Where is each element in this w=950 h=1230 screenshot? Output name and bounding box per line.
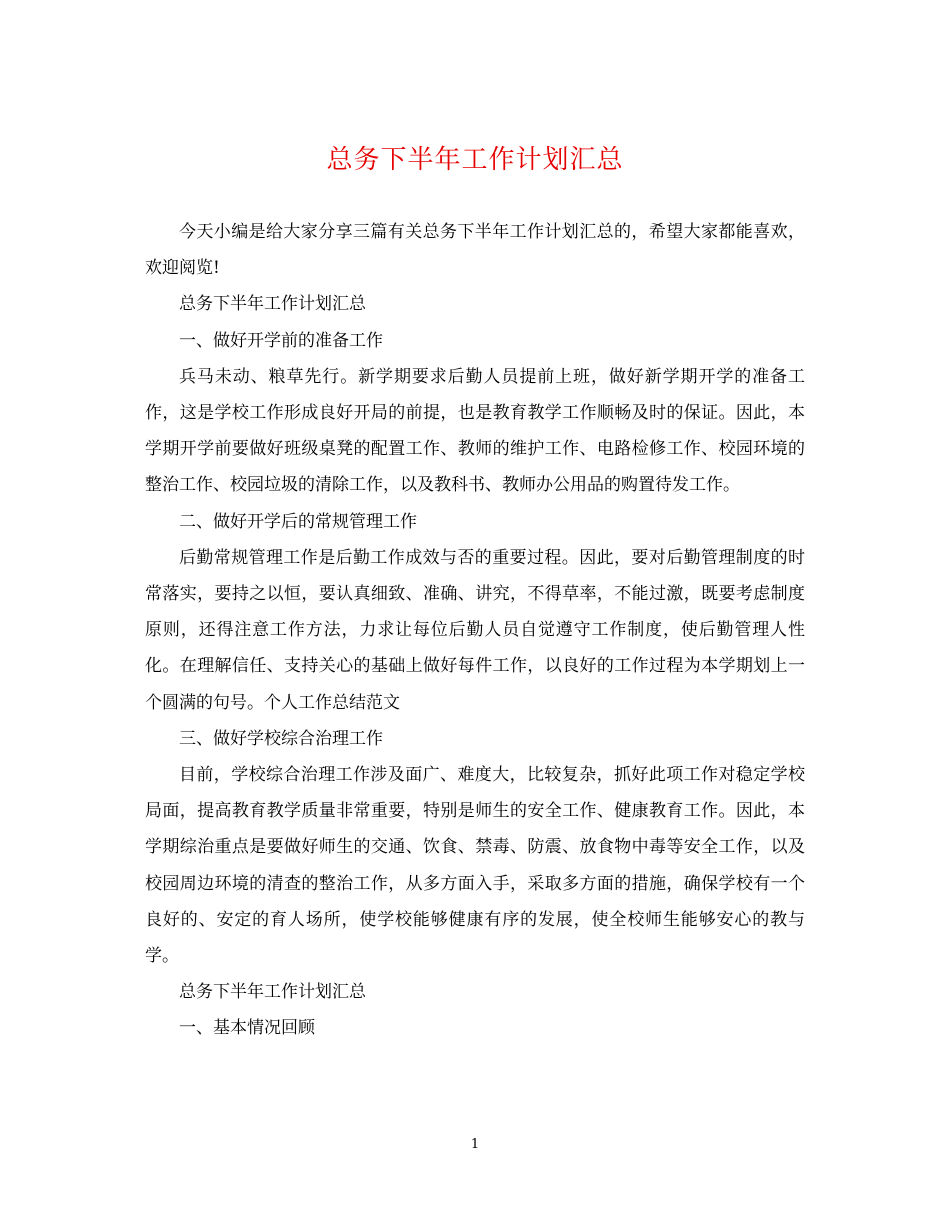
section-heading: 一、基本情况回顾 — [179, 1018, 315, 1039]
body-paragraph: 目前，学校综合治理工作涉及面广、难度大，比较复杂，抓好此项工作对稳定学校局面，提高教育教学质量非常重要，特别是师生的安全工作、健康教育工作。因此，本学期综治重点是要做好师生的交通、饮食、禁毒、防震、放食物中毒等安全工作，以及校园周边环境的清查的整治工作，从多方面入手，采取多方面的措施，确保学校有一个良好的、安定的育人场所，使学校能够健康有序的发展，使全校师生能够安心的教与学。 — [145, 765, 805, 967]
section-title: 总务下半年工作计划汇总 — [179, 294, 366, 315]
section-heading: 三、做好学校综合治理工作 — [179, 728, 383, 749]
document-body — [145, 214, 805, 1047]
document-title: 总务下半年工作计划汇总 — [326, 145, 624, 175]
section-heading: 二、做好开学后的常规管理工作 — [179, 511, 417, 532]
body-paragraph: 后勤常规管理工作是后勤工作成效与否的重要过程。因此，要对后勤管理制度的时常落实，要持之以恒，要认真细致、准确、讲究，不得草率，不能过激，既要考虑制度原则，还得注意工作方法，力求让每位后勤人员自觉遵守工作制度，使后勤管理人性化。在理解信任、支持关心的基础上做好每件工作，以良好的工作过程为本学期划上一个圆满的句号。个人工作总结范文 — [145, 547, 805, 713]
section-title: 总务下半年工作计划汇总 — [179, 982, 366, 1003]
intro-paragraph: 今天小编是给大家分享三篇有关总务下半年工作计划汇总的，希望大家都能喜欢，欢迎阅览! — [145, 222, 805, 279]
body-paragraph: 兵马未动、粮草先行。新学期要求后勤人员提前上班，做好新学期开学的准备工作，这是学校工作形成良好开局的前提，也是教育教学工作顺畅及时的保证。因此，本学期开学前要做好班级桌凳的配置工作、教师的维护工作、电路检修工作、校园环境的整治工作、校园垃圾的清除工作，以及教科书、教师办公用品的购置待发工作。 — [145, 366, 805, 496]
page-number: 1 — [470, 1137, 480, 1152]
section-heading: 一、做好开学前的准备工作 — [179, 330, 383, 351]
